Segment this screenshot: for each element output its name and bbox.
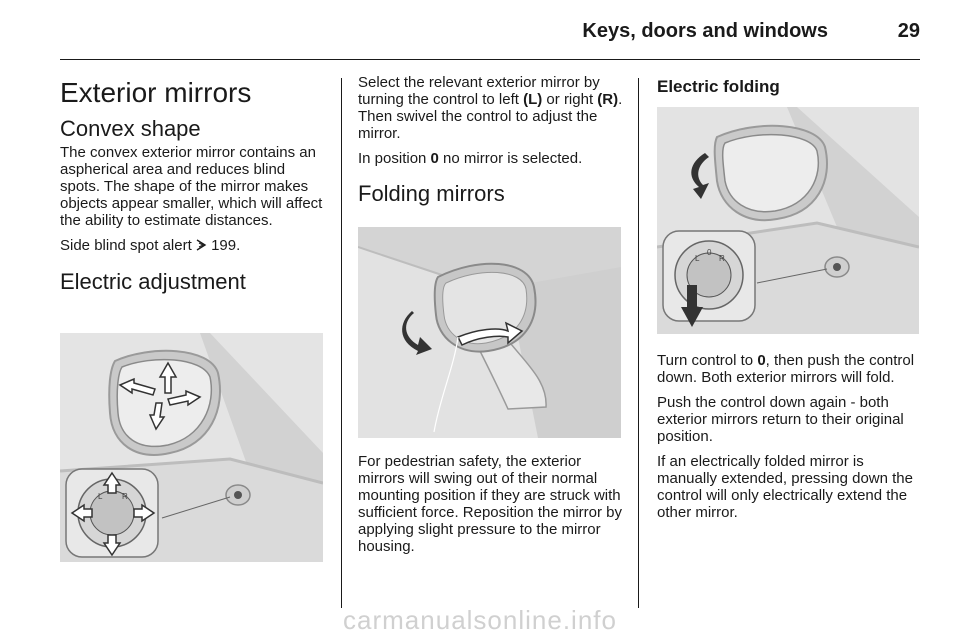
position-zero-text: In position 0 no mirror is selected. (358, 150, 583, 167)
convex-heading: Convex shape (60, 116, 201, 141)
column-2-lower (358, 453, 626, 563)
folding-mirrors-heading: Folding mirrors (358, 181, 505, 206)
svg-text:R: R (122, 492, 128, 501)
column-1 (60, 74, 326, 313)
page-header (60, 0, 920, 58)
blind-spot-paragraph (60, 237, 326, 255)
column-2 (358, 74, 626, 225)
svg-text:L: L (695, 254, 700, 263)
electric-folding-figure (657, 107, 919, 334)
manual-extend-text: If an electrically folded mirror is manually extended, pressing down the control will only electrically extend the other mirror. (657, 453, 913, 521)
section-title: Exterior mirrors (60, 77, 252, 108)
electric-adjustment-figure (60, 333, 323, 562)
select-mirror-text: Select the relevant exterior mirror by turning the control to left (L) or right (R). Then swivel the control to adjust the mirror. (358, 74, 623, 142)
header-title: Keys, doors and windows (582, 20, 828, 42)
push-control-text: Push the control down again - both exterior mirrors return to their original position. (657, 394, 904, 445)
pedestrian-safety-text: For pedestrian safety, the exterior mirrors will swing out of their normal mounting position if they are struck with sufficient force. Reposition the mirror by applying slight pressure to the mirror housing. (358, 453, 623, 555)
svg-text:L: L (98, 492, 103, 501)
turn-control-text: Turn control to 0, then push the control down. Both exterior mirrors will fold. (657, 352, 915, 386)
column-3-lower (657, 352, 922, 529)
page-reference-arrow-icon (196, 238, 207, 255)
watermark: carmanualsonline.info (343, 605, 617, 635)
electric-adjustment-heading: Electric adjustment (60, 269, 246, 294)
column-divider-2 (638, 78, 639, 608)
column-divider-1 (341, 78, 342, 608)
page-number: 29 (897, 20, 920, 42)
folding-mirrors-figure (358, 227, 621, 438)
svg-text:0: 0 (707, 248, 712, 257)
blind-spot-page-link[interactable]: 199. (211, 237, 241, 254)
svg-text:R: R (719, 254, 725, 263)
electric-folding-heading: Electric folding (657, 77, 780, 96)
convex-text: The convex exterior mirror contains an aspherical area and reduces blind spots. The shape of the mirror makes objects appear smaller, which will affect the ability to estimate distances. (60, 144, 323, 229)
blind-spot-text: Side blind spot alert (60, 237, 192, 254)
header-rule (60, 59, 920, 60)
